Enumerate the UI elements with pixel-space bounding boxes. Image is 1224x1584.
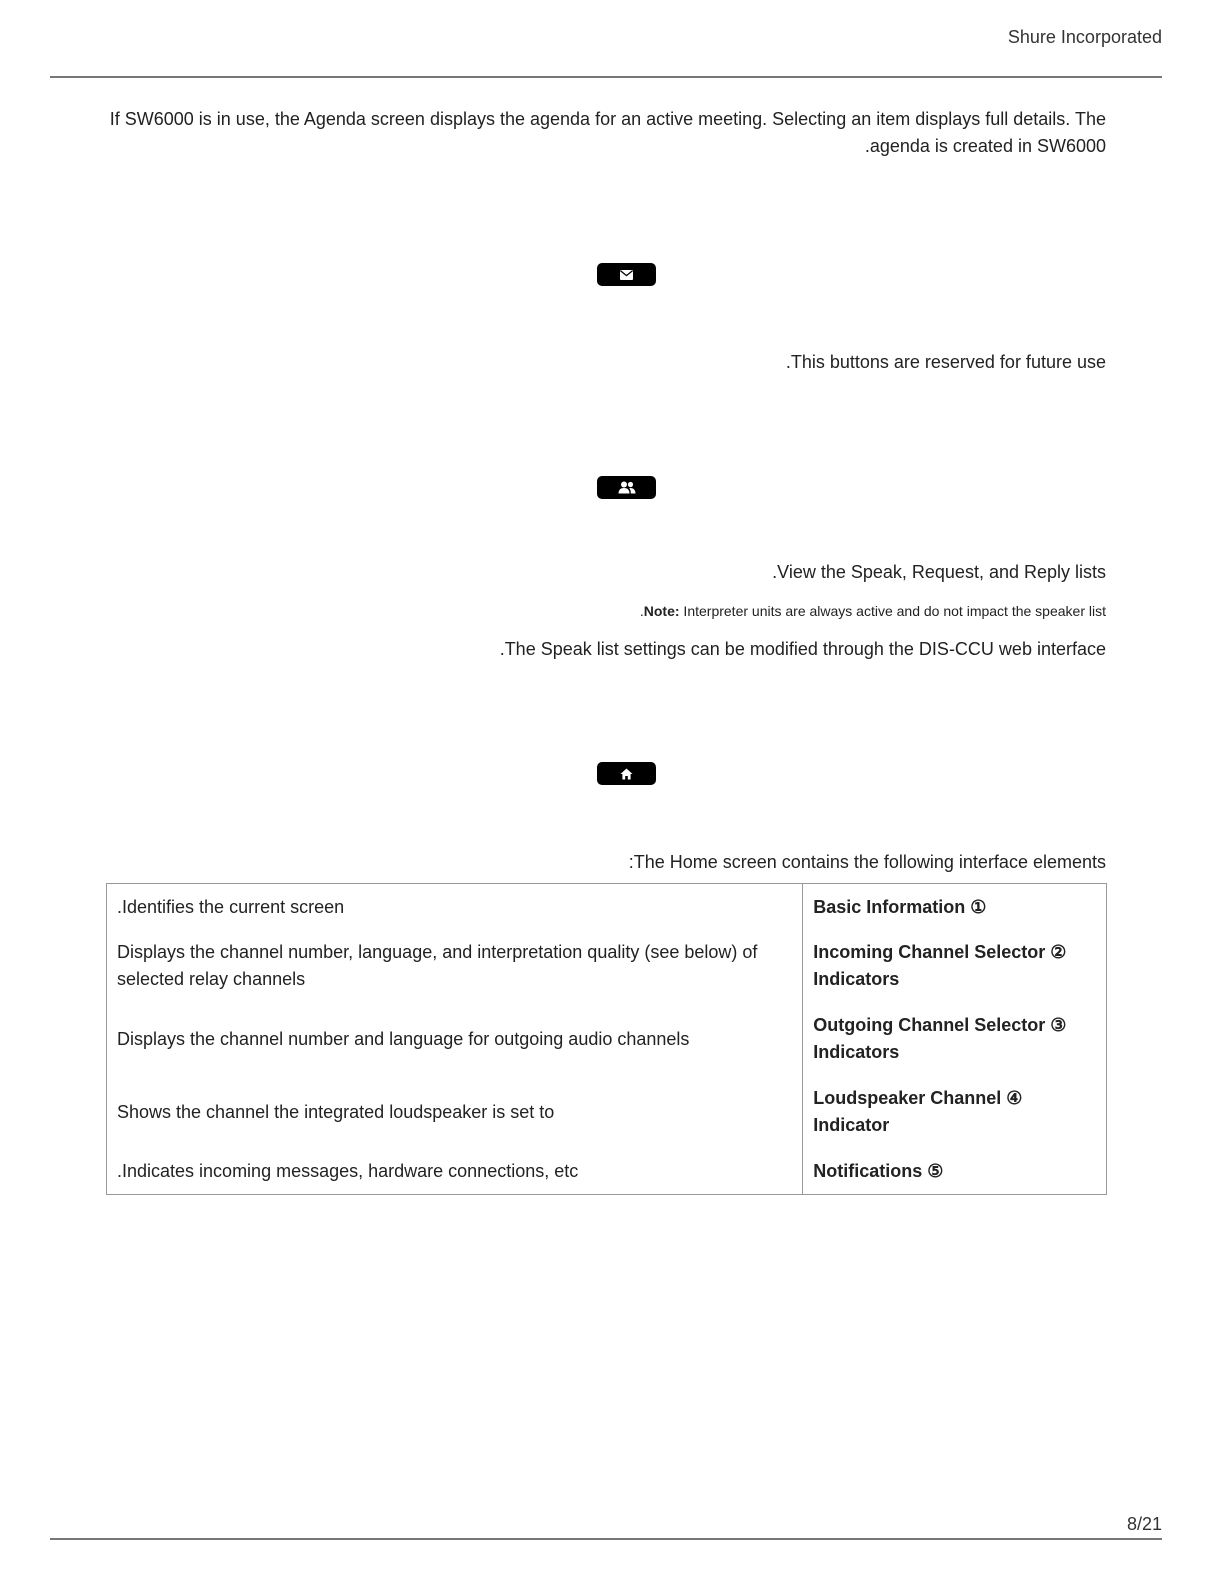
element-description: Shows the channel the integrated loudspeaker is set to bbox=[107, 1076, 803, 1148]
element-description: .Identifies the current screen bbox=[107, 884, 803, 931]
note-prefix: . bbox=[639, 603, 644, 619]
note-label: Note: bbox=[643, 603, 680, 619]
messages-description: .This buttons are reserved for future use bbox=[785, 352, 1106, 372]
element-term: Loudspeaker Channel ④ Indicator bbox=[813, 1088, 1023, 1135]
speakers-note bbox=[106, 601, 1106, 621]
element-term: Notifications ⑤ bbox=[813, 1160, 944, 1181]
home-button[interactable] bbox=[597, 762, 656, 785]
messages-button[interactable] bbox=[597, 263, 656, 286]
table-row bbox=[107, 884, 1107, 931]
header-company-name: Shure Incorporated bbox=[1007, 27, 1162, 47]
home-icon bbox=[620, 768, 633, 780]
speak-list-settings-text: .The Speak list settings can be modified through the DIS-CCU web interface bbox=[499, 639, 1106, 659]
table-row bbox=[107, 930, 1107, 1002]
element-description: Displays the channel number, language, and interpretation quality (see below) of selected relay channels bbox=[107, 930, 803, 1002]
people-icon bbox=[618, 481, 636, 494]
table-row bbox=[107, 1148, 1107, 1195]
element-term: Outgoing Channel Selector ③ Indicators bbox=[813, 1015, 1067, 1062]
element-term: Basic Information ① bbox=[813, 896, 987, 917]
element-term: Incoming Channel Selector ② Indicators bbox=[813, 942, 1067, 989]
speakers-description: .View the Speak, Request, and Reply lists bbox=[772, 562, 1106, 582]
element-description: Displays the channel number and language for outgoing audio channels bbox=[107, 1002, 803, 1076]
home-description: :The Home screen contains the following interface elements bbox=[628, 852, 1106, 872]
element-description: .Indicates incoming messages, hardware connections, etc bbox=[107, 1148, 803, 1195]
header-divider bbox=[50, 76, 1162, 78]
note-text: Interpreter units are always active and do not impact the speaker list bbox=[679, 603, 1106, 619]
speakers-button[interactable] bbox=[597, 476, 656, 499]
envelope-icon bbox=[620, 270, 633, 280]
footer-divider bbox=[50, 1538, 1162, 1540]
table-row bbox=[107, 1002, 1107, 1076]
table-row bbox=[107, 1076, 1107, 1148]
interface-elements-table bbox=[106, 883, 1107, 1195]
page-number: 8/21 bbox=[1126, 1514, 1162, 1534]
agenda-description: If SW6000 is in use, the Agenda screen displays the agenda for an active meeting. Selecting an item displays full details. The .agenda is created in SW6000 bbox=[109, 109, 1106, 156]
